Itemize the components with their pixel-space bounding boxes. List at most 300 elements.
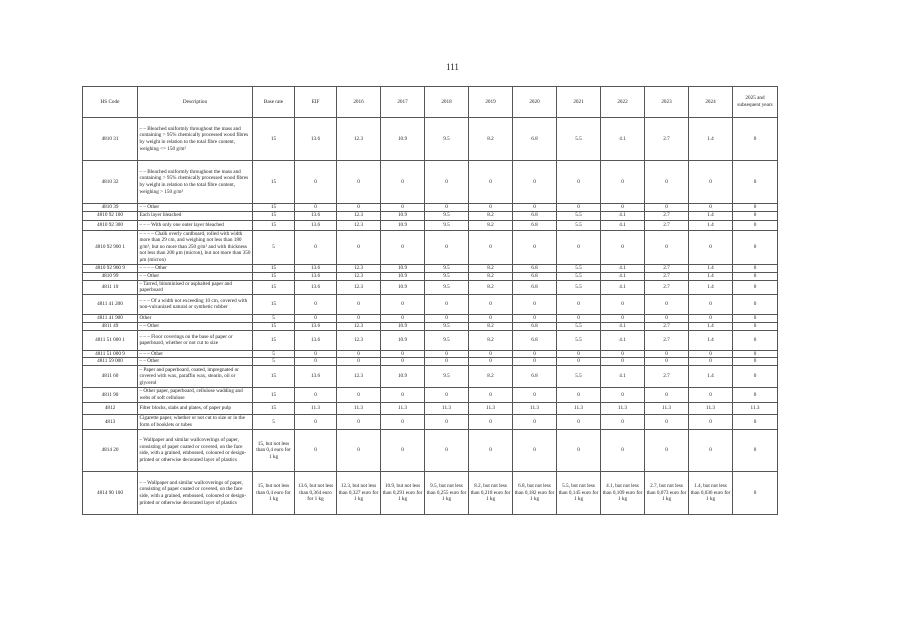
column-header: 2016 bbox=[337, 87, 381, 118]
rate-cell: 5.5 bbox=[557, 118, 601, 161]
rate-cell: 5 bbox=[253, 230, 295, 264]
table-row bbox=[83, 204, 778, 212]
rate-cell: 0 bbox=[469, 294, 513, 314]
rate-cell: 10.9 bbox=[381, 211, 425, 220]
rate-cell: 13.6 bbox=[295, 272, 337, 280]
rate-cell: 0 bbox=[733, 350, 778, 358]
rate-cell: 0 bbox=[425, 387, 469, 402]
rate-cell: 0 bbox=[689, 414, 733, 429]
rate-cell: 0 bbox=[469, 314, 513, 322]
rate-cell: 0 bbox=[425, 429, 469, 471]
rate-cell: 8.2 bbox=[469, 220, 513, 230]
rate-cell: 0 bbox=[645, 387, 689, 402]
rate-cell: 0 bbox=[513, 414, 557, 429]
rate-cell: 0 bbox=[469, 387, 513, 402]
rate-cell: 13.6, but not less than 0,364 euro for 1 kg bbox=[295, 471, 337, 514]
rate-cell: 0 bbox=[425, 414, 469, 429]
rate-cell: 13.6 bbox=[295, 365, 337, 387]
rate-cell: 0 bbox=[381, 204, 425, 212]
rate-cell: 1.4 bbox=[689, 322, 733, 330]
hs-code-cell: 4814 20 bbox=[83, 429, 138, 471]
hs-code-cell: 4810 32 bbox=[83, 161, 138, 204]
rate-cell: 2.7 bbox=[645, 264, 689, 272]
description-cell: Each layer bleached bbox=[138, 211, 253, 220]
rate-cell: 0 bbox=[601, 429, 645, 471]
rate-cell: 5.5 bbox=[557, 330, 601, 350]
rate-cell: 9.5 bbox=[425, 365, 469, 387]
rate-cell: 9.5 bbox=[425, 264, 469, 272]
rate-cell: 2.7 bbox=[645, 280, 689, 294]
hs-code-cell: 4811 51 000 1 bbox=[83, 330, 138, 350]
rate-cell: 0 bbox=[513, 161, 557, 204]
rate-cell: 0 bbox=[733, 322, 778, 330]
rate-cell: 0 bbox=[689, 314, 733, 322]
table-row bbox=[83, 429, 778, 471]
rate-cell: 0 bbox=[513, 429, 557, 471]
rate-cell: 0 bbox=[645, 161, 689, 204]
hs-code-cell: 4810 31 bbox=[83, 118, 138, 161]
rate-cell: 5.5 bbox=[557, 220, 601, 230]
rate-cell: 10.9 bbox=[381, 220, 425, 230]
rate-cell: 6.8 bbox=[513, 322, 557, 330]
description-cell: – – Wallpaper and similar wallcoverings of paper, consisting of paper coated or covered, on the face side, with a grained, embossed, coloured or design-printed or otherwise decorated layer of plastics bbox=[138, 471, 253, 514]
table-row bbox=[83, 330, 778, 350]
rate-cell: 13.6 bbox=[295, 330, 337, 350]
rate-cell: 12.3 bbox=[337, 211, 381, 220]
rate-cell: 9.5, but not less than 0,255 euro for 1 kg bbox=[425, 471, 469, 514]
rate-cell: 15 bbox=[253, 118, 295, 161]
rate-cell: 8.2 bbox=[469, 264, 513, 272]
rate-cell: 0 bbox=[381, 350, 425, 358]
rate-cell: 4.1 bbox=[601, 280, 645, 294]
description-cell: – – – – Chalk overly cardboard, rolled with width more than 29 cm, and weighing not less than 180 g/m², but no more than 250 g/m² and with thickness not less than 200 μm (micron), but not more than 350 μm (micron) bbox=[138, 230, 253, 264]
rate-cell: 4.1 bbox=[601, 264, 645, 272]
hs-code-cell: 4810 92 900 1 bbox=[83, 230, 138, 264]
rate-cell: 9.5 bbox=[425, 330, 469, 350]
description-cell: – – – Other bbox=[138, 350, 253, 358]
rate-cell: 5 bbox=[253, 350, 295, 358]
column-header: Base rate bbox=[253, 87, 295, 118]
hs-code-cell: 4810 39 bbox=[83, 204, 138, 212]
table-row bbox=[83, 350, 778, 358]
rate-cell: 15 bbox=[253, 330, 295, 350]
rate-cell: 0 bbox=[337, 358, 381, 366]
rate-cell: 5.5 bbox=[557, 365, 601, 387]
rate-cell: 15 bbox=[253, 294, 295, 314]
rate-cell: 12.3 bbox=[337, 365, 381, 387]
rate-cell: 0 bbox=[645, 204, 689, 212]
rate-cell: 0 bbox=[381, 230, 425, 264]
rate-cell: 0 bbox=[425, 161, 469, 204]
table-row bbox=[83, 272, 778, 280]
rate-cell: 0 bbox=[295, 429, 337, 471]
hs-code-cell: 4811 49 bbox=[83, 322, 138, 330]
description-cell: – – Other bbox=[138, 322, 253, 330]
description-cell: Cigarette paper, whether or not cut to size or in the form of booklets or tubes bbox=[138, 414, 253, 429]
table-body bbox=[83, 118, 778, 515]
description-cell: – Tarred, bituminised or asphalted paper and paperboard bbox=[138, 280, 253, 294]
table-row bbox=[83, 414, 778, 429]
rate-cell: 2.7 bbox=[645, 118, 689, 161]
rate-cell: 0 bbox=[557, 350, 601, 358]
rate-cell: 11.3 bbox=[381, 402, 425, 414]
rate-cell: 5.5 bbox=[557, 211, 601, 220]
rate-cell: 0 bbox=[601, 294, 645, 314]
rate-cell: 11.3 bbox=[513, 402, 557, 414]
table-row bbox=[83, 358, 778, 366]
column-header: 2022 bbox=[601, 87, 645, 118]
rate-cell: 0 bbox=[733, 272, 778, 280]
rate-cell: 0 bbox=[337, 294, 381, 314]
rate-cell: 0 bbox=[733, 211, 778, 220]
rate-cell: 0 bbox=[557, 230, 601, 264]
rate-cell: 0 bbox=[337, 314, 381, 322]
rate-cell: 12.3 bbox=[337, 330, 381, 350]
rate-cell: 0 bbox=[645, 230, 689, 264]
rate-cell: 0 bbox=[557, 387, 601, 402]
column-header: 2023 bbox=[645, 87, 689, 118]
rate-cell: 0 bbox=[645, 358, 689, 366]
hs-code-cell: 4810 92 300 bbox=[83, 220, 138, 230]
column-header: 2021 bbox=[557, 87, 601, 118]
rate-cell: 0 bbox=[513, 358, 557, 366]
rate-cell: 0 bbox=[645, 429, 689, 471]
rate-cell: 0 bbox=[733, 220, 778, 230]
rate-cell: 0 bbox=[295, 230, 337, 264]
rate-cell: 11.3 bbox=[689, 402, 733, 414]
rate-cell: 5.5 bbox=[557, 322, 601, 330]
rate-cell: 8.2 bbox=[469, 211, 513, 220]
rate-cell: 5.5 bbox=[557, 272, 601, 280]
rate-cell: 15 bbox=[253, 387, 295, 402]
rate-cell: 15 bbox=[253, 211, 295, 220]
rate-cell: 0 bbox=[513, 350, 557, 358]
rate-cell: 10.9 bbox=[381, 322, 425, 330]
rate-cell: 5 bbox=[253, 314, 295, 322]
rate-cell: 0 bbox=[337, 204, 381, 212]
rate-cell: 0 bbox=[513, 204, 557, 212]
rate-cell: 0 bbox=[733, 161, 778, 204]
rate-cell: 4.1 bbox=[601, 330, 645, 350]
rate-cell: 11.3 bbox=[469, 402, 513, 414]
rate-cell: 4.1 bbox=[601, 272, 645, 280]
rate-cell: 0 bbox=[733, 118, 778, 161]
rate-cell: 0 bbox=[689, 204, 733, 212]
rate-cell: 6.8 bbox=[513, 280, 557, 294]
rate-cell: 1.4 bbox=[689, 365, 733, 387]
rate-cell: 6.8 bbox=[513, 264, 557, 272]
rate-cell: 5 bbox=[253, 414, 295, 429]
description-cell: – – Other bbox=[138, 272, 253, 280]
table-row bbox=[83, 211, 778, 220]
rate-cell: 6.8 bbox=[513, 211, 557, 220]
description-cell: – – Other bbox=[138, 204, 253, 212]
rate-cell: 10.9 bbox=[381, 264, 425, 272]
rate-cell: 0 bbox=[689, 429, 733, 471]
rate-cell: 15 bbox=[253, 272, 295, 280]
rate-cell: 0 bbox=[381, 387, 425, 402]
rate-cell: 13.6 bbox=[295, 280, 337, 294]
rate-cell: 11.3 bbox=[557, 402, 601, 414]
rate-cell: 0 bbox=[337, 414, 381, 429]
rate-cell: 8.2 bbox=[469, 280, 513, 294]
rate-cell: 0 bbox=[425, 230, 469, 264]
rate-cell: 0 bbox=[557, 294, 601, 314]
description-cell: – – Other bbox=[138, 358, 253, 366]
rate-cell: 0 bbox=[645, 294, 689, 314]
rate-cell: 0 bbox=[689, 230, 733, 264]
rate-cell: 0 bbox=[733, 294, 778, 314]
rate-cell: 15 bbox=[253, 220, 295, 230]
hs-code-cell: 4810 92 100 bbox=[83, 211, 138, 220]
rate-cell: 13.6 bbox=[295, 118, 337, 161]
rate-cell: 0 bbox=[733, 414, 778, 429]
description-cell: – – – – Other bbox=[138, 264, 253, 272]
hs-code-cell: 4811 10 bbox=[83, 280, 138, 294]
rate-cell: 4.1 bbox=[601, 220, 645, 230]
rate-cell: 15 bbox=[253, 365, 295, 387]
rate-cell: 13.6 bbox=[295, 211, 337, 220]
rate-cell: 0 bbox=[733, 471, 778, 514]
rate-cell: 0 bbox=[733, 204, 778, 212]
rate-cell: 0 bbox=[425, 350, 469, 358]
hs-code-cell: 4811 60 bbox=[83, 365, 138, 387]
rate-cell: 2.7 bbox=[645, 365, 689, 387]
rate-cell: 10.9 bbox=[381, 280, 425, 294]
rate-cell: 1.4 bbox=[689, 330, 733, 350]
rate-cell: 6.8 bbox=[513, 330, 557, 350]
rate-cell: 0 bbox=[295, 294, 337, 314]
hs-code-cell: 4813 bbox=[83, 414, 138, 429]
rate-cell: 5 bbox=[253, 358, 295, 366]
rate-cell: 0 bbox=[469, 358, 513, 366]
rate-cell: 13.6 bbox=[295, 322, 337, 330]
rate-cell: 0 bbox=[601, 414, 645, 429]
rate-cell: 0 bbox=[733, 280, 778, 294]
rate-cell: 4.1, but not less than 0,109 euro for 1 kg bbox=[601, 471, 645, 514]
rate-cell: 0 bbox=[513, 230, 557, 264]
rate-cell: 15 bbox=[253, 264, 295, 272]
rate-cell: 8.2 bbox=[469, 365, 513, 387]
rate-cell: 0 bbox=[733, 264, 778, 272]
hs-code-cell: 4810 92 900 9 bbox=[83, 264, 138, 272]
page-number: 111 bbox=[446, 62, 459, 72]
rate-cell: 0 bbox=[601, 204, 645, 212]
rate-cell: 0 bbox=[425, 204, 469, 212]
column-header: EIF bbox=[295, 87, 337, 118]
rate-cell: 12.3 bbox=[337, 264, 381, 272]
rate-cell: 0 bbox=[601, 387, 645, 402]
rate-cell: 0 bbox=[689, 387, 733, 402]
rate-cell: 1.4 bbox=[689, 264, 733, 272]
hs-code-cell: 4810 99 bbox=[83, 272, 138, 280]
rate-cell: 0 bbox=[733, 429, 778, 471]
rate-cell: 0 bbox=[513, 314, 557, 322]
rate-cell: 2.7 bbox=[645, 330, 689, 350]
rate-cell: 0 bbox=[295, 161, 337, 204]
tariff-schedule-table bbox=[82, 86, 778, 515]
table-row bbox=[83, 161, 778, 204]
rate-cell: 8.2 bbox=[469, 272, 513, 280]
rate-cell: 0 bbox=[601, 230, 645, 264]
rate-cell: 0 bbox=[381, 314, 425, 322]
table-row bbox=[83, 402, 778, 414]
rate-cell: 0 bbox=[689, 161, 733, 204]
rate-cell: 1.4 bbox=[689, 118, 733, 161]
rate-cell: 0 bbox=[469, 204, 513, 212]
rate-cell: 6.8 bbox=[513, 118, 557, 161]
rate-cell: 13.6 bbox=[295, 264, 337, 272]
rate-cell: 15 bbox=[253, 161, 295, 204]
rate-cell: 6.8 bbox=[513, 220, 557, 230]
rate-cell: 0 bbox=[557, 358, 601, 366]
rate-cell: 0 bbox=[381, 429, 425, 471]
table-row bbox=[83, 471, 778, 514]
rate-cell: 5.5 bbox=[557, 264, 601, 272]
table-row bbox=[83, 118, 778, 161]
rate-cell: 11.3 bbox=[733, 402, 778, 414]
rate-cell: 4.1 bbox=[601, 322, 645, 330]
rate-cell: 0 bbox=[601, 161, 645, 204]
rate-cell: 0 bbox=[381, 294, 425, 314]
rate-cell: 10.9 bbox=[381, 365, 425, 387]
column-header: 2020 bbox=[513, 87, 557, 118]
rate-cell: 15, but not less than 0,4 euro for 1 kg bbox=[253, 429, 295, 471]
rate-cell: 1.4, but not less than 0,036 euro for 1 kg bbox=[689, 471, 733, 514]
rate-cell: 10.9 bbox=[381, 118, 425, 161]
rate-cell: 0 bbox=[645, 350, 689, 358]
rate-cell: 12.3 bbox=[337, 322, 381, 330]
hs-code-cell: 4814 90 100 bbox=[83, 471, 138, 514]
table-row bbox=[83, 365, 778, 387]
hs-code-cell: 4811 51 000 9 bbox=[83, 350, 138, 358]
table-row bbox=[83, 220, 778, 230]
rate-cell: 15, but not less than 0,4 euro for 1 kg bbox=[253, 471, 295, 514]
rate-cell: 0 bbox=[337, 161, 381, 204]
rate-cell: 0 bbox=[557, 161, 601, 204]
rate-cell: 0 bbox=[733, 358, 778, 366]
hs-code-cell: 4811 41 200 bbox=[83, 294, 138, 314]
rate-cell: 1.4 bbox=[689, 211, 733, 220]
rate-cell: 1.4 bbox=[689, 220, 733, 230]
hs-code-cell: 4811 41 900 bbox=[83, 314, 138, 322]
column-header: HS Code bbox=[83, 87, 138, 118]
rate-cell: 2.7 bbox=[645, 272, 689, 280]
rate-cell: 0 bbox=[557, 429, 601, 471]
rate-cell: 0 bbox=[295, 358, 337, 366]
rate-cell: 12.3 bbox=[337, 280, 381, 294]
rate-cell: 1.4 bbox=[689, 280, 733, 294]
rate-cell: 0 bbox=[645, 314, 689, 322]
rate-cell: 15 bbox=[253, 402, 295, 414]
rate-cell: 11.3 bbox=[601, 402, 645, 414]
rate-cell: 0 bbox=[469, 230, 513, 264]
table-row bbox=[83, 280, 778, 294]
rate-cell: 4.1 bbox=[601, 365, 645, 387]
rate-cell: 12.3 bbox=[337, 118, 381, 161]
rate-cell: 9.5 bbox=[425, 272, 469, 280]
rate-cell: 6.8 bbox=[513, 365, 557, 387]
rate-cell: 4.1 bbox=[601, 211, 645, 220]
rate-cell: 2.7 bbox=[645, 211, 689, 220]
rate-cell: 0 bbox=[733, 314, 778, 322]
rate-cell: 8.2 bbox=[469, 330, 513, 350]
rate-cell: 0 bbox=[381, 161, 425, 204]
rate-cell: 0 bbox=[513, 294, 557, 314]
description-cell: – – Bleached uniformly throughout the mass and containing > 95% chemically processed wood fibres by weight in relation to the total fibre content, weighing <= 150 g/m² bbox=[138, 118, 253, 161]
rate-cell: 0 bbox=[733, 365, 778, 387]
rate-cell: 10.9 bbox=[381, 330, 425, 350]
table-row bbox=[83, 387, 778, 402]
rate-cell: 0 bbox=[733, 230, 778, 264]
description-cell: – – – Floor coverings on the base of paper or paperboard, whether or not cut to size bbox=[138, 330, 253, 350]
description-cell: – Wallpaper and similar wallcoverings of paper, consisting of paper coated or covered, on the face side, with a grained, embossed, coloured or design-printed or otherwise decorated layer of plastics bbox=[138, 429, 253, 471]
rate-cell: 0 bbox=[425, 294, 469, 314]
rate-cell: 6.8, but not less than 0,182 euro for 1 kg bbox=[513, 471, 557, 514]
rate-cell: 12.3, but not less than 0,327 euro for 1 kg bbox=[337, 471, 381, 514]
rate-cell: 2.7 bbox=[645, 220, 689, 230]
rate-cell: 0 bbox=[337, 350, 381, 358]
hs-code-cell: 4812 bbox=[83, 402, 138, 414]
column-header: 2025 and subsequent years bbox=[733, 87, 778, 118]
description-cell: – Paper and paperboard, coated, impregnated or covered with wax, paraffin wax, stearin, oil or glycerol bbox=[138, 365, 253, 387]
rate-cell: 0 bbox=[469, 414, 513, 429]
rate-cell: 15 bbox=[253, 322, 295, 330]
rate-cell: 8.2 bbox=[469, 322, 513, 330]
rate-cell: 0 bbox=[513, 387, 557, 402]
rate-cell: 6.8 bbox=[513, 272, 557, 280]
rate-cell: 0 bbox=[425, 314, 469, 322]
description-cell: – – – Of a width not exceeding 10 cm, covered with non-vulcanized natural or synthetic rubber bbox=[138, 294, 253, 314]
rate-cell: 11.3 bbox=[337, 402, 381, 414]
rate-cell: 0 bbox=[337, 230, 381, 264]
rate-cell: 9.5 bbox=[425, 280, 469, 294]
rate-cell: 15 bbox=[253, 204, 295, 212]
hs-code-cell: 4811 90 bbox=[83, 387, 138, 402]
rate-cell: 0 bbox=[557, 204, 601, 212]
column-header: 2024 bbox=[689, 87, 733, 118]
description-cell: Other bbox=[138, 314, 253, 322]
rate-cell: 10.9 bbox=[381, 272, 425, 280]
table-row bbox=[83, 314, 778, 322]
rate-cell: 8.2 bbox=[469, 118, 513, 161]
column-header: 2018 bbox=[425, 87, 469, 118]
rate-cell: 0 bbox=[381, 414, 425, 429]
rate-cell: 0 bbox=[689, 350, 733, 358]
rate-cell: 0 bbox=[295, 414, 337, 429]
table-row bbox=[83, 264, 778, 272]
rate-cell: 10.9, but not less than 0,291 euro for 1 kg bbox=[381, 471, 425, 514]
rate-cell: 0 bbox=[469, 350, 513, 358]
rate-cell: 9.5 bbox=[425, 211, 469, 220]
rate-cell: 5.5, but not less than 0,145 euro for 1 kg bbox=[557, 471, 601, 514]
description-cell: – – Bleached uniformly throughout the mass and containing > 95% chemically processed wood fibres by weight in relation to the total fibre content, weighing > 150 g/m² bbox=[138, 161, 253, 204]
table-row bbox=[83, 322, 778, 330]
rate-cell: 11.3 bbox=[645, 402, 689, 414]
rate-cell: 15 bbox=[253, 280, 295, 294]
rate-cell: 0 bbox=[469, 161, 513, 204]
rate-cell: 12.3 bbox=[337, 272, 381, 280]
rate-cell: 9.5 bbox=[425, 220, 469, 230]
rate-cell: 0 bbox=[295, 204, 337, 212]
table-row bbox=[83, 294, 778, 314]
rate-cell: 13.6 bbox=[295, 220, 337, 230]
rate-cell: 0 bbox=[557, 414, 601, 429]
rate-cell: 11.3 bbox=[425, 402, 469, 414]
rate-cell: 0 bbox=[645, 414, 689, 429]
description-cell: – Other paper, paperboard, cellulose wadding and webs of soft cellulose bbox=[138, 387, 253, 402]
rate-cell: 2.7, but not less than 0,073 euro for 1 kg bbox=[645, 471, 689, 514]
